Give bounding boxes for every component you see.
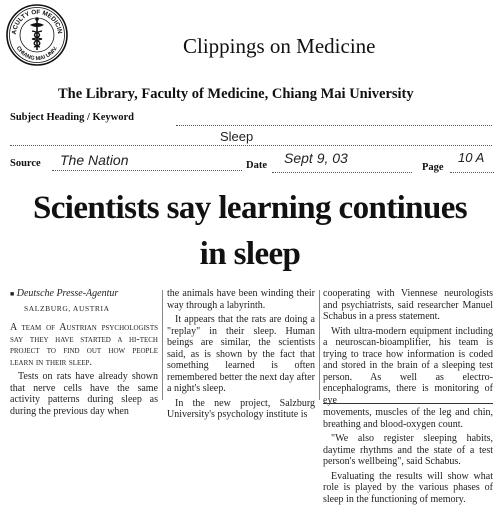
article-column-3 — [323, 288, 493, 406]
article-headline — [0, 185, 500, 277]
page-underline — [450, 172, 494, 173]
source-underline — [52, 170, 242, 171]
page-label: Page — [422, 162, 444, 173]
date-label: Date — [246, 160, 267, 171]
date-underline — [272, 172, 412, 173]
headline-line-1: Scientists say learning continues — [33, 190, 467, 226]
paragraph-3: the animals have been winding their way through a labyrinth. — [167, 288, 315, 311]
dateline: SALZBURG, AUSTRIA — [24, 303, 110, 313]
subject-underline — [176, 125, 492, 126]
subject-heading-label: Subject Heading / Keyword — [10, 112, 134, 123]
source-label: Source — [10, 158, 41, 169]
column-divider-2 — [319, 290, 320, 400]
page-value: 10 A — [458, 150, 485, 165]
paragraph-8: movements, muscles of the leg and chin, breathing and blood-oxygen count. — [323, 407, 493, 430]
clippings-title: Clippings on Medicine — [183, 34, 376, 58]
paragraph-6: cooperating with Viennese neurologists and psychiatrists, said researcher Manuel Schabus in a press statement. — [323, 288, 493, 322]
faculty-seal-logo — [6, 4, 68, 66]
article-column-2 — [167, 288, 315, 421]
paragraph-1: A team of Austrian psychologists say they have started a hi-tech project to find out how people learn in their sleep. — [10, 322, 158, 368]
paragraph-5: In the new project, Salzburg University's psychology institute is — [167, 397, 315, 420]
svg-text:CHIANG MAI UNIV.: CHIANG MAI UNIV. — [14, 45, 60, 63]
subject-underline-2 — [10, 145, 492, 146]
svg-text:FACULTY OF MEDICINE: ACULTY OF MEDICIN — [10, 8, 64, 35]
article-column-4 — [323, 407, 493, 505]
date-value: Sept 9, 03 — [284, 150, 348, 166]
column-divider-1 — [162, 290, 163, 400]
paragraph-2: Tests on rats have already shown that nerve cells have the same activity patterns during sleep as during the previous day when — [10, 371, 158, 417]
subject-value: Sleep — [220, 129, 254, 144]
paragraph-7: With ultra-modern equipment including a neuroscan-bioamplifier, his team is trying to trace how information is coded and stored in the brain of a sleeping test person. As well as electro-encephalograms, there is monitoring of eye — [323, 325, 493, 406]
column-break-rule — [323, 403, 493, 404]
paragraph-10: Evaluating the results will show what role is played by the various phases of sleep in the functioning of memory. — [323, 470, 493, 505]
paragraph-4: It appears that the rats are doing a "replay" in their sleep. Human beings are similar, the scientists said, as is shown by the fact that something learned is often remembered better the next day after a night's sleep. — [167, 314, 315, 394]
library-name: The Library, Faculty of Medicine, Chiang Mai University — [58, 86, 414, 102]
paragraph-9: "We also register sleeping habits, daytime rhythms and the state of a test person's wellbeing", said Schabus. — [323, 433, 493, 467]
headline-line-2: in sleep — [199, 236, 301, 272]
source-value: The Nation — [60, 152, 129, 168]
agency-byline: ■ Deutsche Presse-Agentur — [10, 288, 119, 299]
article-column-1 — [10, 288, 158, 417]
